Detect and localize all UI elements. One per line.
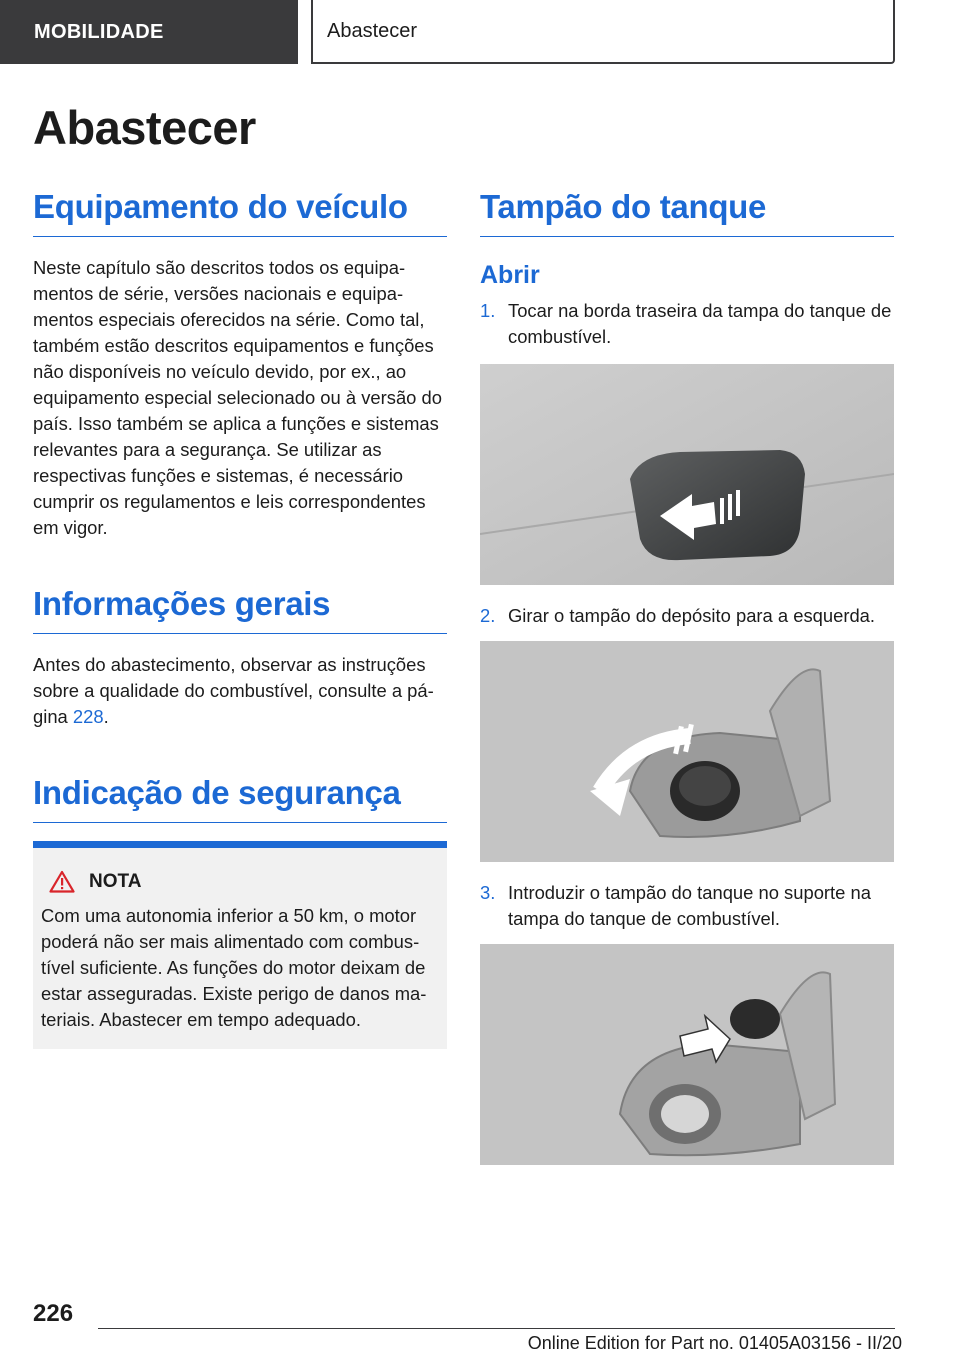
note-label: NOTA	[89, 870, 142, 892]
left-column	[33, 188, 447, 1049]
note-text: Com uma autonomia inferior a 50 km, o motor poderá não ser mais alimentado com combustível suficiente. As funções do motor deixam de estar asseguradas. Existe perigo de danos materiais. Abastecer em tempo adequado.	[41, 905, 427, 1030]
step-1-number: 1.	[480, 300, 496, 321]
footer-divider	[98, 1328, 895, 1329]
equipment-text: Neste capítulo são descritos todos os equipamentos de série, versões nacionais e equipamentos especiais oferecidos na série. Como tal, também estão descritos equipamentos e funções não disponíveis no veículo devido, por ex., ao equipamento especial selecionado ou à versão do país. Isso também se aplica a funções e sistemas relevantes para a segurança. Se utilizar as respectivas funções e sistemas, é necessário cumprir os regulamentos e leis correspondentes em vigor.	[33, 257, 442, 538]
step-2-number: 2.	[480, 605, 496, 626]
note-header	[49, 870, 437, 893]
fuel-cap-holder-illustration	[480, 944, 894, 1165]
right-column	[480, 188, 894, 1165]
page-link-228[interactable]: 228	[72, 706, 104, 727]
fuel-flap-illustration	[480, 364, 894, 585]
page-number: 226	[33, 1300, 74, 1327]
step-3-text: Introduzir o tampão do tanque no suporte na tampa do tanque de combustível.	[508, 882, 871, 929]
step-1-text: Tocar na borda traseira da tampa do tanque de combustível.	[508, 300, 892, 347]
section-title-general-info: Informações gerais	[33, 585, 447, 634]
page-title: Abastecer	[33, 101, 256, 154]
note-box	[33, 841, 447, 1049]
subtitle-open: Abrir	[480, 261, 540, 289]
section-title-safety: Indicação de segurança	[33, 774, 447, 823]
step-3	[480, 880, 894, 932]
general-info-text	[33, 652, 447, 730]
section-title-equipment: Equipamento do veículo	[33, 188, 447, 237]
header-section: Abastecer	[311, 0, 895, 64]
section-title-fuel-cap: Tampão do tanque	[480, 188, 894, 237]
header-chapter: MOBILIDADE	[0, 0, 298, 64]
step-1	[480, 298, 894, 350]
general-info-text-post: .	[103, 706, 109, 727]
fuel-cap-turn-illustration	[480, 641, 894, 862]
step-2-text: Girar o tampão do depósito para a esquerda.	[508, 605, 876, 626]
general-info-text-pre: Antes do abastecimento, observar as instruções sobre a qualidade do combustível, consulte a página	[33, 654, 434, 727]
step-3-number: 3.	[480, 882, 496, 903]
footer-edition: Online Edition for Part no. 01405A03156 - II/20	[527, 1333, 902, 1353]
step-2	[480, 603, 894, 629]
warning-triangle-icon	[49, 870, 75, 893]
